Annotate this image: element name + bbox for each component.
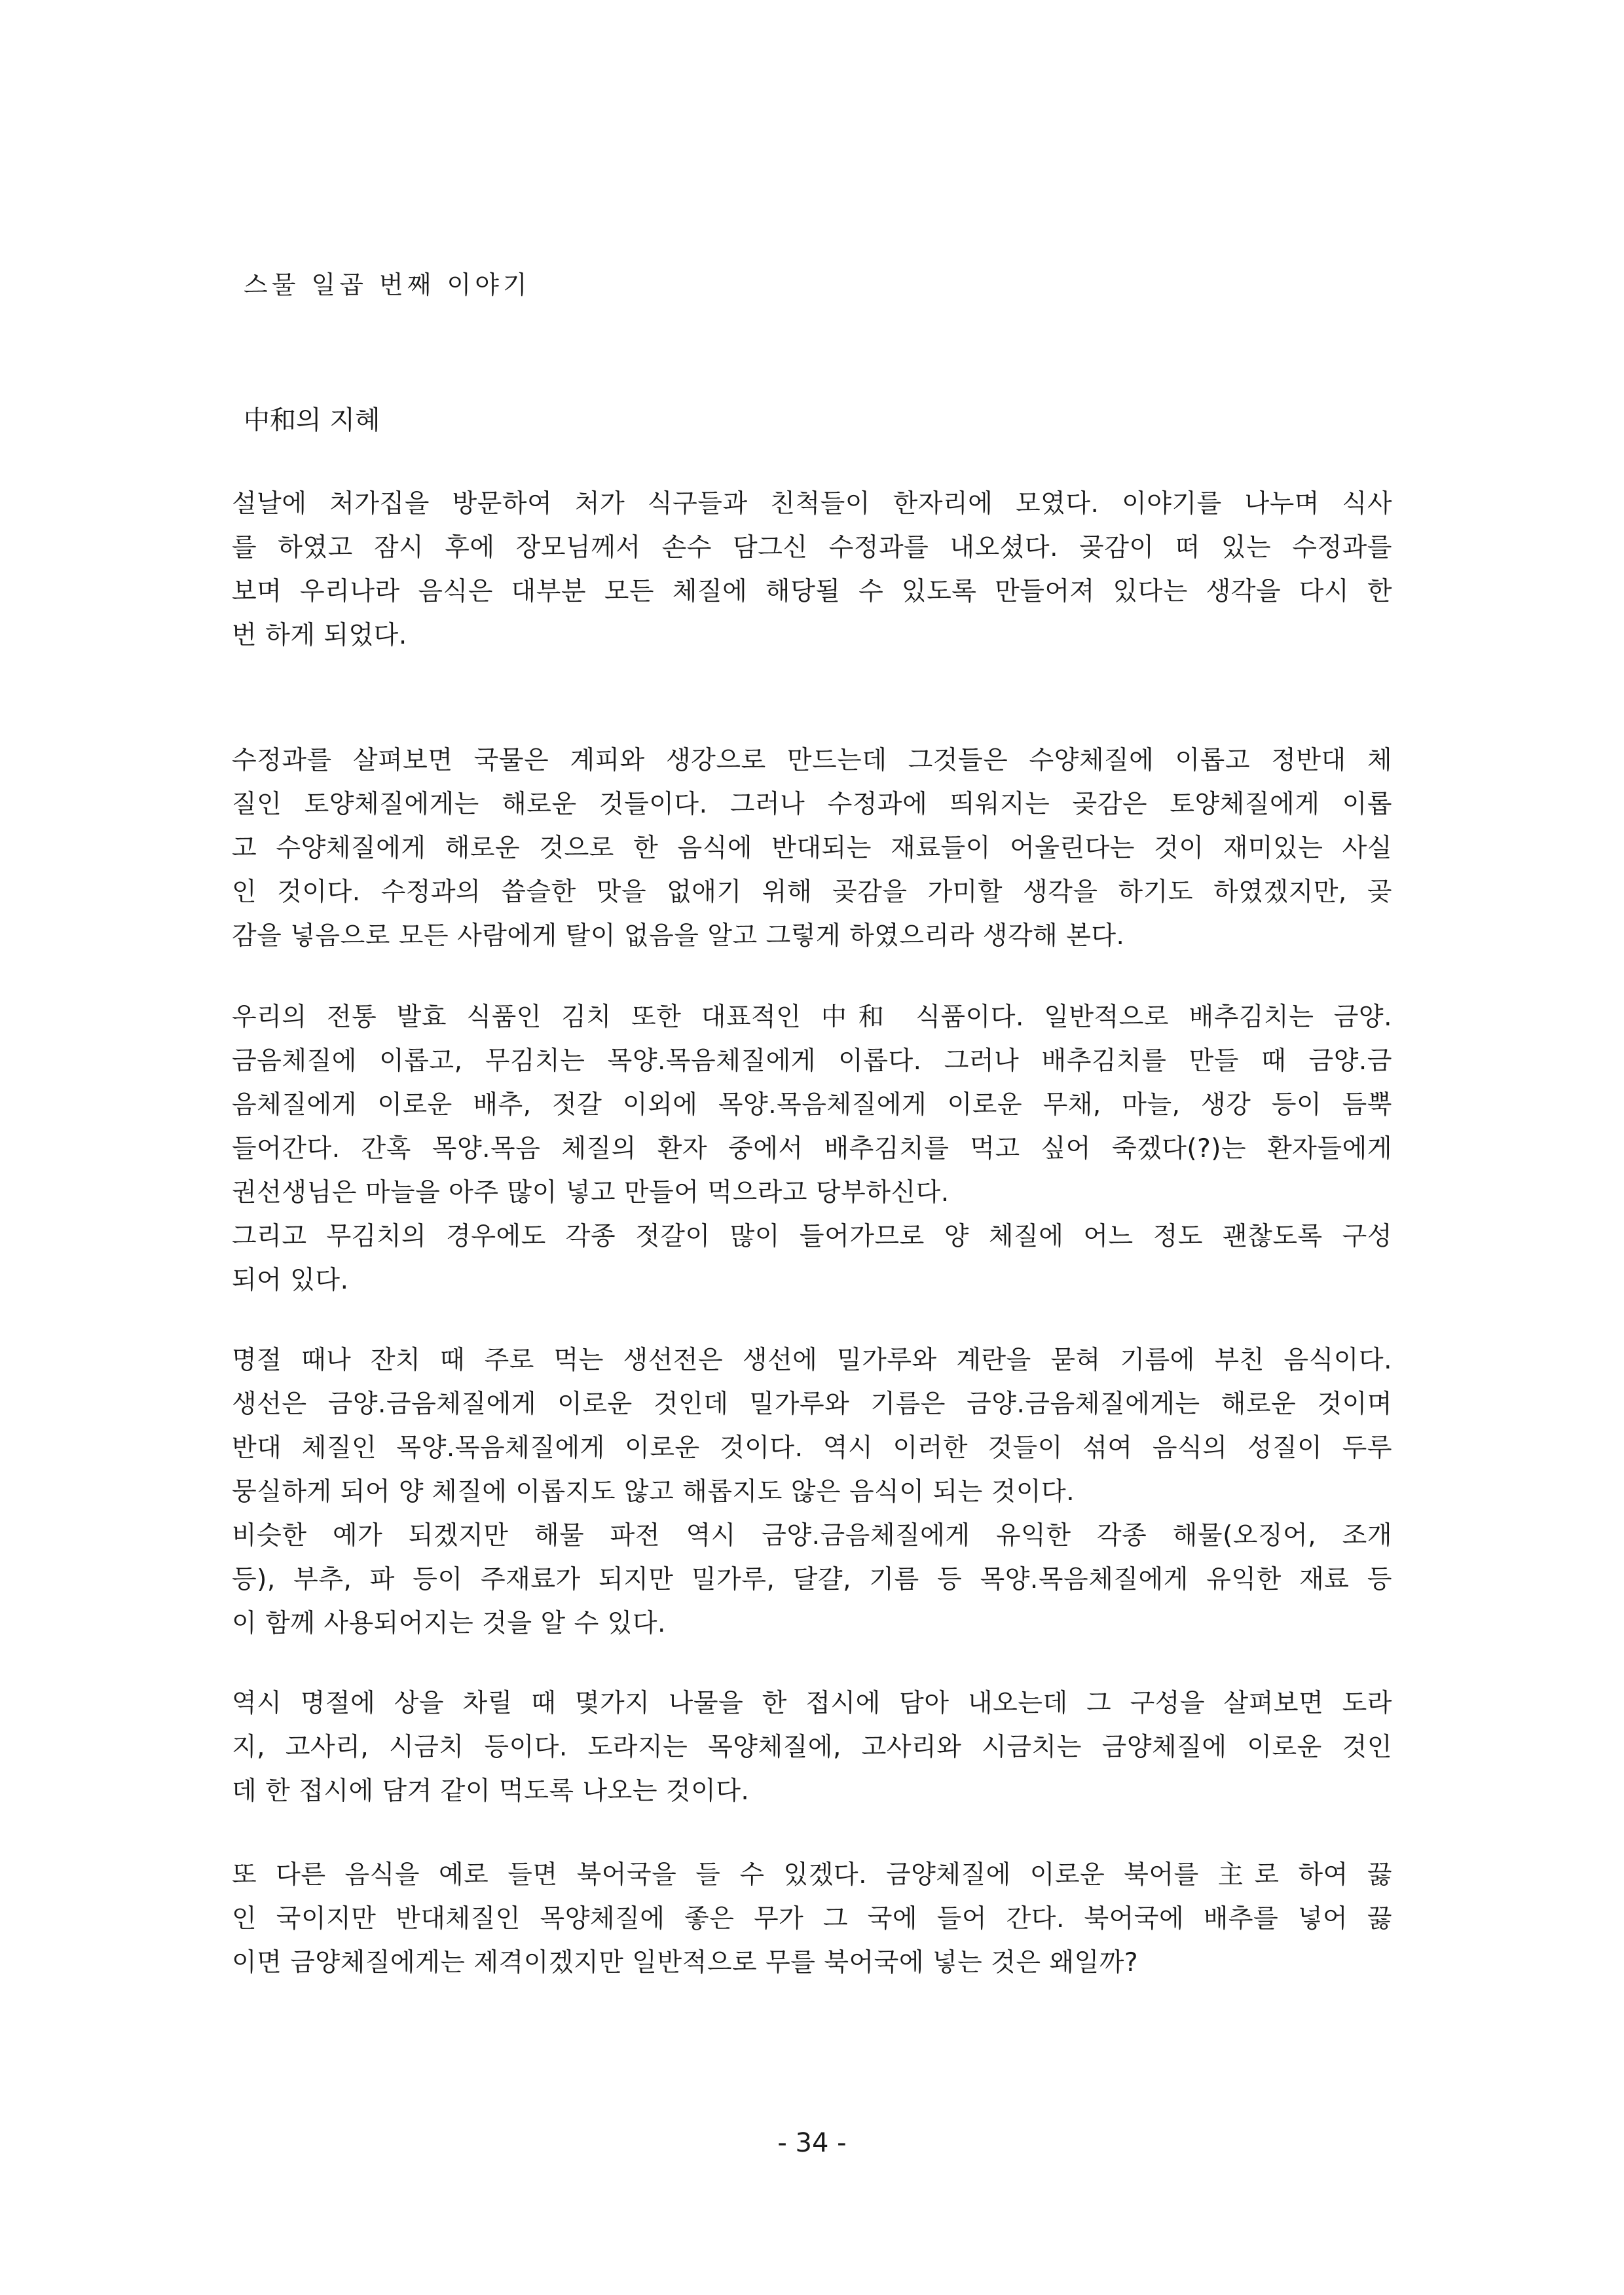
- paragraph-line: 음체질에게 이로운 배추, 젓갈 이외에 목양.목음체질에게 이로운 무채, 마늘, 생강 등이 듬뿍: [232, 1090, 1392, 1120]
- page-number: - 34 -: [777, 2128, 847, 2158]
- paragraph-line: 지, 고사리, 시금치 등이다. 도라지는 목양체질에, 고사리와 시금치는 금양체질에 이로운 것인: [232, 1733, 1392, 1762]
- paragraph-line: 권선생님은 마늘을 아주 많이 넣고 만들어 먹으라고 당부하신다.: [232, 1178, 950, 1207]
- paragraph-line: 데 한 접시에 담겨 같이 먹도록 나오는 것이다.: [232, 1776, 750, 1806]
- paragraph-line: 들어간다. 간혹 목양.목음 체질의 환자 중에서 배추김치를 먹고 싶어 죽겠다(?)는 환자들에게: [232, 1134, 1392, 1164]
- paragraph-line: 고 수양체질에게 해로운 것으로 한 음식에 반대되는 재료들이 어울린다는 것이 재미있는 사실: [232, 834, 1392, 863]
- paragraph-line: 인 것이다. 수정과의 씁슬한 맛을 없애기 위해 곶감을 가미할 생각을 하기도 하였겠지만, 곶: [232, 877, 1392, 907]
- paragraph-line: 감을 넣음으로 모든 사람에게 탈이 없음을 알고 그렇게 하였으리라 생각해 본다.: [232, 921, 1125, 951]
- section-title: 中和의 지혜: [244, 405, 380, 435]
- paragraph-2: [232, 739, 1392, 958]
- paragraph-line: 보며 우리나라 음식은 대부분 모든 체질에 해당될 수 있도록 만들어져 있다는 생각을 다시 한: [232, 577, 1392, 606]
- paragraph-line: 뭉실하게 되어 양 체질에 이롭지도 않고 해롭지도 않은 음식이 되는 것이다.: [232, 1477, 1075, 1507]
- paragraph-line: 인 국이지만 반대체질인 목양체질에 좋은 무가 그 국에 들어 간다. 북어국에 배추를 넣어 끓: [232, 1904, 1392, 1934]
- paragraph-line: 명절 때나 잔치 때 주로 먹는 생선전은 생선에 밀가루와 계란을 묻혀 기름에 부친 음식이다.: [232, 1346, 1392, 1375]
- paragraph-1: [232, 482, 1392, 657]
- paragraph-line: 이 함께 사용되어지는 것을 알 수 있다.: [232, 1609, 666, 1638]
- paragraph-line: 등), 부추, 파 등이 주재료가 되지만 밀가루, 달걀, 기름 등 목양.목음체질에게 유익한 재료 등: [232, 1565, 1392, 1594]
- paragraph-3: [232, 995, 1392, 1302]
- paragraph-line: 또 다른 음식을 예로 들면 북어국을 들 수 있겠다. 금양체질에 이로운 북어를 主로 하여 끓: [232, 1860, 1392, 1890]
- paragraph-5: [232, 1681, 1392, 1813]
- paragraph-line: 를 하였고 잠시 후에 장모님께서 손수 담그신 수정과를 내오셨다. 곶감이 떠 있는 수정과를: [232, 533, 1392, 562]
- paragraph-line: 금음체질에 이롭고, 무김치는 목양.목음체질에게 이롭다. 그러나 배추김치를 만들 때 금양.금: [232, 1046, 1392, 1076]
- paragraph-4: [232, 1338, 1392, 1645]
- paragraph-line: 우리의 전통 발효 식품인 김치 또한 대표적인 中和 식품이다. 일반적으로 배추김치는 금양.: [232, 1002, 1392, 1032]
- paragraph-line: 질인 토양체질에게는 해로운 것들이다. 그러나 수정과에 띄워지는 곶감은 토양체질에게 이롭: [232, 790, 1392, 819]
- paragraph-line: 역시 명절에 상을 차릴 때 몇가지 나물을 한 접시에 담아 내오는데 그 구성을 살펴보면 도라: [232, 1689, 1392, 1718]
- paragraph-line: 번 하게 되었다.: [232, 621, 407, 650]
- paragraph-line: 되어 있다.: [232, 1266, 349, 1295]
- paragraph-line: 이면 금양체질에게는 제격이겠지만 일반적으로 무를 북어국에 넣는 것은 왜일까?: [232, 1948, 1139, 1977]
- paragraph-line: 생선은 금양.금음체질에게 이로운 것인데 밀가루와 기름은 금양.금음체질에게는 해로운 것이며: [232, 1389, 1392, 1419]
- paragraph-line: 수정과를 살펴보면 국물은 계피와 생강으로 만드는데 그것들은 수양체질에 이롭고 정반대 체: [232, 746, 1392, 775]
- paragraph-line: 설날에 처가집을 방문하여 처가 식구들과 친척들이 한자리에 모였다. 이야기를 나누며 식사: [232, 489, 1392, 519]
- chapter-heading: 스물 일곱 번째 이야기: [244, 270, 531, 299]
- paragraph-6: [232, 1853, 1392, 1985]
- paragraph-line: 그리고 무김치의 경우에도 각종 젓갈이 많이 들어가므로 양 체질에 어느 정도 괜찮도록 구성: [232, 1222, 1392, 1251]
- paragraph-line: 반대 체질인 목양.목음체질에게 이로운 것이다. 역시 이러한 것들이 섞여 음식의 성질이 두루: [232, 1433, 1392, 1463]
- paragraph-line: 비슷한 예가 되겠지만 해물 파전 역시 금양.금음체질에게 유익한 각종 해물(오징어, 조개: [232, 1521, 1392, 1551]
